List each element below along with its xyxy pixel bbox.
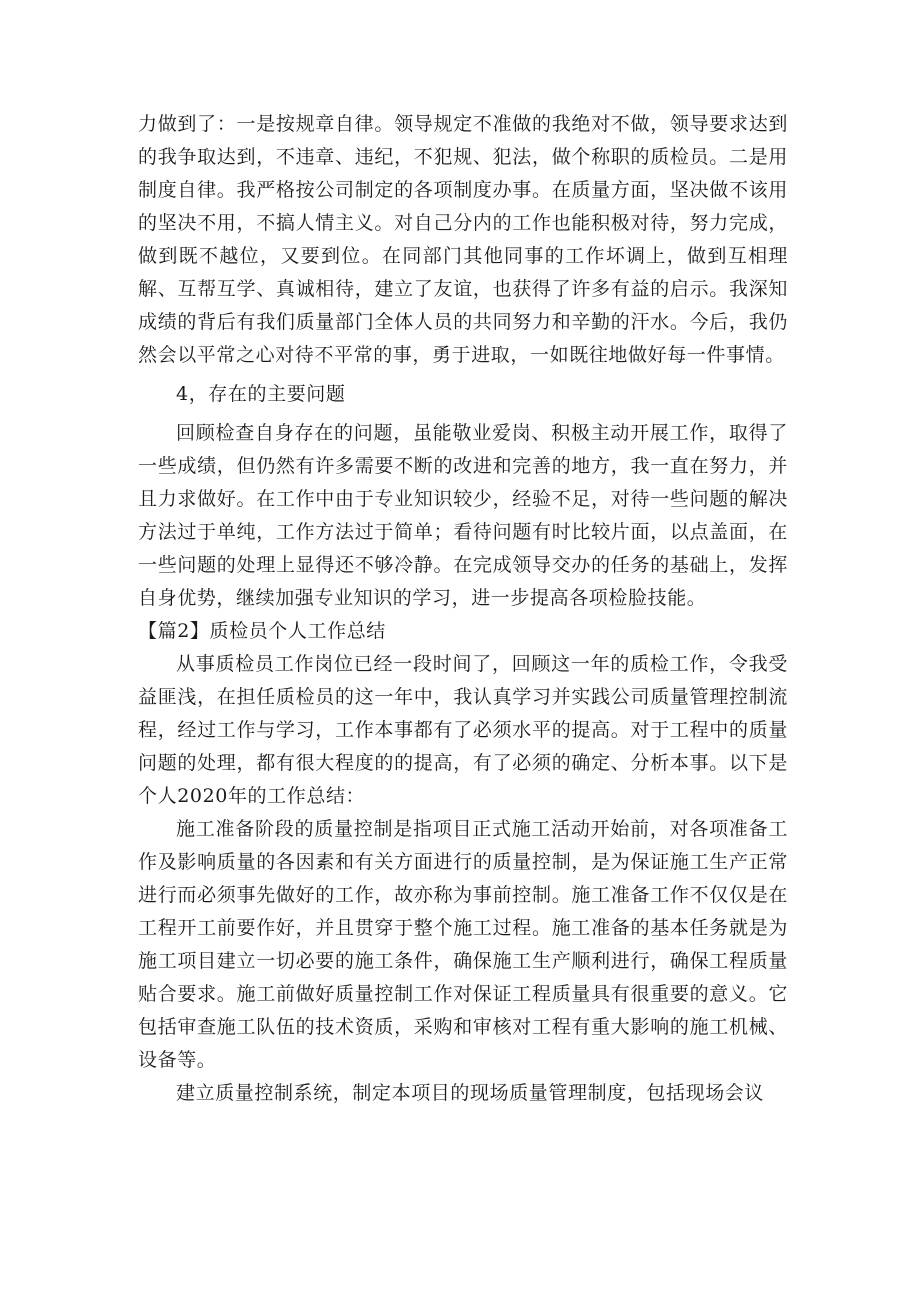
document-page [138,108,788,1110]
paragraph-problems: 回顾检查自身存在的问题，虽能敬业爱岗、积极主动开展工作，取得了一些成绩，但仍然有许多需要不断的改进和完善的地方，我一直在努力，并且力求做好。在工作中由于专业知识较少，经验不足，对待一些问题的解决方法过于单纯，工作方法过于简单；看待问题有时比较片面，以点盖面，在一些问题的处理上显得还不够冷静。在完成领导交办的任务的基础上，发挥自身优势，继续加强专业知识的学习，进一步提高各项检脸技能。 [138,422,788,609]
paragraph-self-discipline: 力做到了：一是按规章自律。领导规定不准做的我绝对不做，领导要求达到的我争取达到，不违章、违纪，不犯规、犯法，做个称职的质检员。二是用制度自律。我严格按公司制定的各项制度办事。在质量方面，坚决做不该用的坚决不用，不搞人情主义。对自己分内的工作也能积极对待，努力完成，做到既不越位，又要到位。在同部门其他同事的工作坏调上，做到互相理解、互帮互学、真诚相待，建立了友谊，也获得了许多有益的启示。我深知成绩的背后有我们质量部门全体人员的共同努力和辛勤的汗水。今后，我仍然会以平常之心对待不平常的事，勇于进取，一如既往地做好每一件事情。 [138,113,788,366]
paragraph-intro: 从事质检员工作岗位已经一段时间了，回顾这一年的质检工作，令我受益匪浅，在担任质检员的这一年中，我认真学习并实践公司质量管理控制流程，经过工作与学习，工作本事都有了必须水平的提高。对于工程中的质量问题的处理，都有很大程度的的提高，有了必须的确定、分析本事。以下是个人2020年的工作总结： [138,653,788,807]
heading-section-2: 【篇2】质检员个人工作总结 [138,620,386,642]
heading-main-problems: 4，存在的主要问题 [176,383,346,405]
paragraph-quality-system: 建立质量控制系统，制定本项目的现场质量管理制度，包括现场会议 [176,1082,765,1104]
paragraph-preparation: 施工准备阶段的质量控制是指项目正式施工活动开始前，对各项准备工作及影响质量的各因素和有关方面进行的质量控制，是为保证施工生产正常进行而必须事先做好的工作，故亦称为事前控制。施工准备工作不仅仅是在工程开工前要作好，并且贯穿于整个施工过程。施工准备的基本任务就是为施工项目建立一切必要的施工条件，确保施工生产顺利进行，确保工程质量贴合要求。施工前做好质量控制工作对保证工程质量具有很重要的意义。它包括审查施工队伍的技术资质，采购和审核对工程有重大影响的施工机械、设备等。 [138,818,788,1071]
